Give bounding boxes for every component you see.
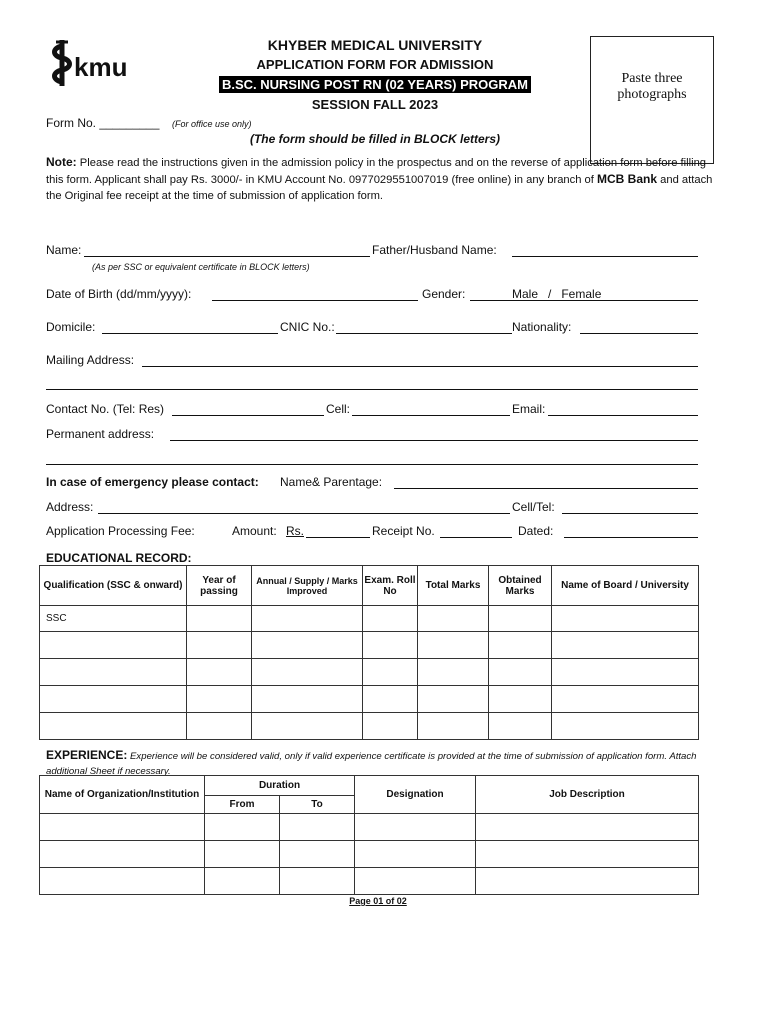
col-obtained: Obtained Marks (489, 566, 552, 606)
instructions-note: Note: Please read the instructions given in the admission policy in the prospectus and on the reverse of application form before filling this form. Applicant shall pay Rs. 3000/- in KMU Account No. 0977029551007019 (free online) in any branch of MCB Bank and attach the Original fee receipt at the time of submission of application form. (46, 155, 713, 202)
col-to: To (280, 796, 355, 814)
mailing-address-label: Mailing Address: (46, 353, 135, 367)
dated-field[interactable] (564, 537, 698, 538)
table-row (40, 686, 699, 713)
address-field[interactable] (98, 513, 510, 514)
father-name-label: Father/Husband Name: (372, 243, 497, 257)
education-header-row (40, 566, 699, 606)
col-total: Total Marks (418, 566, 489, 606)
form-no-label: Form No. _________ (46, 116, 160, 130)
table-row (40, 713, 699, 740)
mailing-address-field[interactable] (142, 366, 698, 367)
university-name: KHYBER MEDICAL UNIVERSITY (267, 37, 483, 53)
mailing-address-field-2[interactable] (46, 389, 698, 390)
parentage-field[interactable] (394, 488, 698, 489)
session-title: SESSION FALL 2023 (311, 97, 439, 112)
education-title: EDUCATIONAL RECORD: (46, 551, 192, 565)
page-number: Page 01 of 02 (349, 896, 407, 906)
permanent-address-field-2[interactable] (46, 464, 698, 465)
col-job-description: Job Description (476, 776, 699, 814)
dob-field[interactable] (212, 300, 418, 301)
table-row (40, 606, 699, 632)
emergency-label: In case of emergency please contact: (46, 475, 259, 489)
photo-box: Paste three photographs (590, 36, 714, 164)
dated-label: Dated: (518, 524, 554, 538)
ssc-cell: SSC (40, 606, 187, 632)
cell-tel-field[interactable] (562, 513, 698, 514)
col-year: Year of passing (187, 566, 252, 606)
cell-label: Cell: (326, 402, 351, 416)
program-title: B.SC. NURSING POST RN (02 YEARS) PROGRAM (200, 77, 550, 92)
cell-tel-label: Cell/Tel: (512, 500, 555, 514)
name-field[interactable] (84, 256, 370, 257)
name-label: Name: (46, 243, 82, 257)
email-field[interactable] (548, 415, 698, 416)
gender-options: Male / Female (512, 287, 602, 301)
amount-field[interactable] (306, 537, 370, 538)
logo-text: kmu (74, 52, 128, 82)
domicile-field[interactable] (102, 333, 278, 334)
block-letters-note: (The form should be filled in BLOCK letters) (249, 132, 500, 146)
contact-label: Contact No. (Tel: Res) (46, 402, 165, 416)
cnic-field[interactable] (336, 333, 512, 334)
col-annual: Annual / Supply / Marks Improved (252, 566, 363, 606)
experience-note: EXPERIENCE: Experience will be considered valid, only if valid experience certificate is provided at the time of submission of application form. Attach additional Sheet if necessary. (46, 748, 697, 777)
address-label: Address: (46, 500, 94, 514)
nationality-field[interactable] (580, 333, 698, 334)
table-row (40, 868, 699, 895)
cnic-label: CNIC No.: (280, 320, 335, 334)
fee-label: Application Processing Fee: (46, 524, 195, 538)
father-name-field[interactable] (512, 256, 698, 257)
parentage-label: Name& Parentage: (280, 475, 383, 489)
permanent-address-label: Permanent address: (46, 427, 155, 441)
amount-label: Amount: (232, 524, 277, 538)
col-board: Name of Board / University (552, 566, 699, 606)
table-row (40, 841, 699, 868)
receipt-label: Receipt No. (372, 524, 435, 538)
table-row (40, 659, 699, 686)
domicile-label: Domicile: (46, 320, 96, 334)
email-label: Email: (512, 402, 546, 416)
col-duration: Duration (205, 776, 355, 796)
rs-label: Rs. (286, 524, 304, 538)
table-row (40, 814, 699, 841)
experience-header-row (40, 776, 699, 796)
col-roll: Exam. Roll No (363, 566, 418, 606)
education-table (39, 565, 699, 740)
kmu-logo (48, 36, 138, 92)
col-from: From (205, 796, 280, 814)
cell-field[interactable] (352, 415, 510, 416)
gender-label: Gender: (422, 287, 466, 301)
col-designation: Designation (355, 776, 476, 814)
nationality-label: Nationality: (512, 320, 572, 334)
col-qualification: Qualification (SSC & onward) (40, 566, 187, 606)
contact-field[interactable] (172, 415, 324, 416)
receipt-field[interactable] (440, 537, 512, 538)
permanent-address-field[interactable] (170, 440, 698, 441)
dob-label: Date of Birth (dd/mm/yyyy): (46, 287, 192, 301)
col-organization: Name of Organization/Institution (40, 776, 205, 814)
table-row (40, 632, 699, 659)
office-use-note: (For office use only) (172, 119, 252, 129)
form-title: APPLICATION FORM FOR ADMISSION (256, 57, 494, 72)
name-hint: (As per SSC or equivalent certificate in BLOCK letters) (92, 262, 310, 272)
experience-table (39, 775, 699, 895)
